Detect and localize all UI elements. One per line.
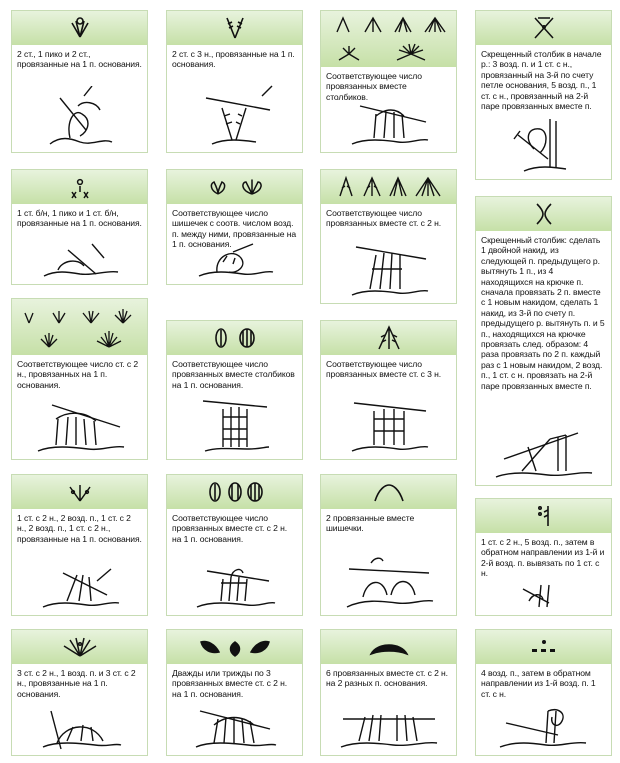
stitch-symbol <box>476 499 611 533</box>
stitch-description: Соответствующее число шишечек с соотв. числом возд. п. между ними, провязанные на 1 п. основания. <box>172 208 297 250</box>
cluster-ovals-symbol-icon <box>203 479 267 505</box>
hook-yarn-illustration-icon <box>32 397 128 455</box>
stitch-symbol <box>476 11 611 45</box>
hook-yarn-illustration-icon <box>492 423 596 481</box>
stitch-description: Дважды или трижды по 3 провязанных вместе ст. с 2 н. на 1 п. основания. <box>172 668 288 699</box>
stitch-symbol <box>12 170 147 204</box>
dc2-ch2-fan-symbol-icon <box>58 479 102 505</box>
dc2-chain-return-symbol-icon <box>530 502 558 530</box>
crochet-illustration <box>167 393 302 455</box>
dc2-fan-symbols-icon <box>21 303 139 351</box>
hook-yarn-illustration-icon <box>496 703 592 751</box>
dc2-together-symbols-icon <box>334 174 444 200</box>
sc-picot-sc-symbol-icon <box>60 174 100 200</box>
stitch-description: 6 провязанных вместе ст. с 2 н. на 2 разных п. основания. <box>326 668 448 689</box>
stitch-description: 1 ст. с 2 н., 2 возд. п., 1 ст. с 2 н., 2 возд. п., 1 ст. с 2 н., провязанные на 1 п. основания. <box>17 513 142 544</box>
stitch-card-8 <box>475 196 612 486</box>
chain-picot-symbol-icon <box>524 637 564 657</box>
stitch-card-12 <box>11 474 148 616</box>
stitch-symbol <box>12 11 147 45</box>
stitch-symbol <box>12 630 147 664</box>
hook-yarn-illustration-icon <box>37 561 123 611</box>
crochet-illustration <box>321 239 456 299</box>
stitch-description: 1 ст. с 2 н., 5 возд. п., затем в обратном направлении из 1-й и 2-й возд. п. вывязать по 1 ст. с н. <box>481 537 605 579</box>
stitch-card-1 <box>11 10 148 153</box>
hook-yarn-illustration-icon <box>195 393 275 455</box>
hook-yarn-illustration-icon <box>192 82 278 148</box>
crochet-illustration <box>321 393 456 455</box>
stitch-symbol <box>12 475 147 509</box>
closed-cluster-ovals-symbol-icon <box>205 325 265 351</box>
stitch-description: Соответствующее число провязанных вместе ст. с 2 н. на 1 п. основания. <box>172 513 288 544</box>
stitch-card-13 <box>166 474 303 616</box>
stitch-symbol <box>321 170 456 204</box>
picot-fan-symbol-icon <box>60 15 100 41</box>
stitch-card-9 <box>11 298 148 460</box>
crossed-dc-symbol-icon <box>529 200 559 228</box>
stitch-card-19 <box>475 629 612 756</box>
puff-together-symbol-icon <box>369 479 409 505</box>
crochet-illustration <box>12 86 147 148</box>
stitch-symbol <box>321 11 456 67</box>
crochet-illustration <box>476 703 611 751</box>
stitch-symbol <box>167 321 302 355</box>
crochet-illustration <box>12 240 147 280</box>
stitch-description: Соответствующее число провязанных вместе столбиков. <box>326 71 422 102</box>
stitch-description: 1 ст. б/н, 1 пико и 1 ст. б/н, провязанные на 1 п. основания. <box>17 208 142 229</box>
stitch-card-2 <box>166 10 303 153</box>
stitch-card-7 <box>320 169 457 304</box>
stitch-card-6 <box>166 169 303 285</box>
hook-yarn-illustration-icon <box>190 705 280 751</box>
hook-yarn-illustration-icon <box>37 705 123 751</box>
hook-yarn-illustration-icon <box>191 559 279 611</box>
stitch-description: Соответствующее число провязанных вместе столбиков на 1 п. основания. <box>172 359 295 390</box>
hook-yarn-illustration-icon <box>38 240 122 280</box>
hook-yarn-illustration-icon <box>40 86 120 148</box>
stitch-symbol <box>321 475 456 509</box>
stitch-card-18 <box>320 629 457 756</box>
stitch-symbol <box>167 475 302 509</box>
stitch-symbol <box>167 11 302 45</box>
stitch-symbol <box>321 630 456 664</box>
stitch-symbol <box>476 630 611 664</box>
crochet-illustration <box>321 705 456 751</box>
crochet-illustration <box>476 581 611 611</box>
hook-yarn-illustration-icon <box>193 238 277 280</box>
stitch-description: Скрещенный столбик: сделать 1 двойной накид, из следующей п. предыдущего р. вытянуть 1 п., из 4 находящихся на крючке п. сначала провязать 2 п. вместе с 1 новым накидом, сделать 1 накид, из 3-й по счету п. предыдущего р. вытянуть п. и 5 п., находящихся на крючке провязать след. образом: 4 раза провязать по 2 п. каждый раз с 1 новым накидом, 2 возд. п., 1 ст. с н. провязать на 2-й паре провязанных вместе п. <box>481 235 605 391</box>
stitch-symbol <box>167 170 302 204</box>
tr-together-symbol-icon <box>371 325 407 351</box>
hook-yarn-illustration-icon <box>341 549 437 611</box>
crochet-illustration <box>476 109 611 175</box>
stitch-symbol <box>12 299 147 355</box>
hook-yarn-illustration-icon <box>346 239 432 299</box>
stitch-card-17 <box>166 629 303 756</box>
stitch-description: Скрещенный столбик в начале р.: 3 возд. п. и 1 ст. с н., провязанный на 3-й по счету петле основания, 5 возд. п., 1 ст. с н., провязанный на 2-й паре провязанных вместе п. <box>481 49 602 112</box>
stitch-description: Соответствующее число ст. с 2 н., провязанных на 1 п. основания. <box>17 359 139 390</box>
crochet-illustration <box>321 549 456 611</box>
crochet-illustration <box>12 397 147 455</box>
stitch-description: 2 ст. с 3 н., провязанные на 1 п. основания. <box>172 49 295 70</box>
wide-cluster-symbol-icon <box>367 634 411 660</box>
crochet-illustration <box>12 561 147 611</box>
stitch-symbol <box>476 197 611 231</box>
stitch-symbol <box>167 630 302 664</box>
puff-clusters-symbol-icon <box>200 174 270 200</box>
stitch-description: 2 ст., 1 пико и 2 ст., провязанные на 1 п. основания. <box>17 49 142 70</box>
crochet-illustration <box>167 705 302 751</box>
leaf-clusters-symbol-icon <box>195 634 275 660</box>
hook-yarn-illustration-icon <box>346 96 432 148</box>
stitch-card-4 <box>475 10 612 180</box>
stitch-description: 2 провязанные вместе шишечки. <box>326 513 415 534</box>
crochet-illustration <box>167 82 302 148</box>
stitch-card-14 <box>320 474 457 616</box>
stitch-card-16 <box>11 629 148 756</box>
crochet-illustration <box>476 423 611 481</box>
tr-v-symbol-icon <box>220 14 250 42</box>
crossed-dc-start-symbol-icon <box>529 14 559 42</box>
stitch-card-10 <box>166 320 303 460</box>
crochet-illustration <box>167 559 302 611</box>
hook-yarn-illustration-icon <box>337 705 441 751</box>
stitch-description: 4 возд. п., затем в обратном направлении из 1-й возд. п. 1 ст. с н. <box>481 668 596 699</box>
crochet-illustration <box>12 705 147 751</box>
crochet-illustration <box>321 96 456 148</box>
hook-yarn-illustration-icon <box>509 581 579 611</box>
stitch-symbol <box>321 321 456 355</box>
stitch-description: Соответствующее число провязанных вместе ст. с 3 н. <box>326 359 442 380</box>
stitch-card-11 <box>320 320 457 460</box>
shell-fan-symbol-icon <box>58 634 102 660</box>
stitch-card-3 <box>320 10 457 153</box>
stitch-card-15 <box>475 498 612 616</box>
hook-yarn-illustration-icon <box>346 393 432 455</box>
crochet-illustration <box>167 238 302 280</box>
hook-yarn-illustration-icon <box>504 109 584 175</box>
dc-together-symbols-icon <box>329 14 449 64</box>
stitch-card-5 <box>11 169 148 285</box>
stitch-description: 3 ст. с 2 н., 1 возд. п. и 3 ст. с 2 н., провязанные на 1 п. основания. <box>17 668 136 699</box>
stitch-description: Соответствующее число провязанных вместе ст. с 2 н. <box>326 208 442 229</box>
